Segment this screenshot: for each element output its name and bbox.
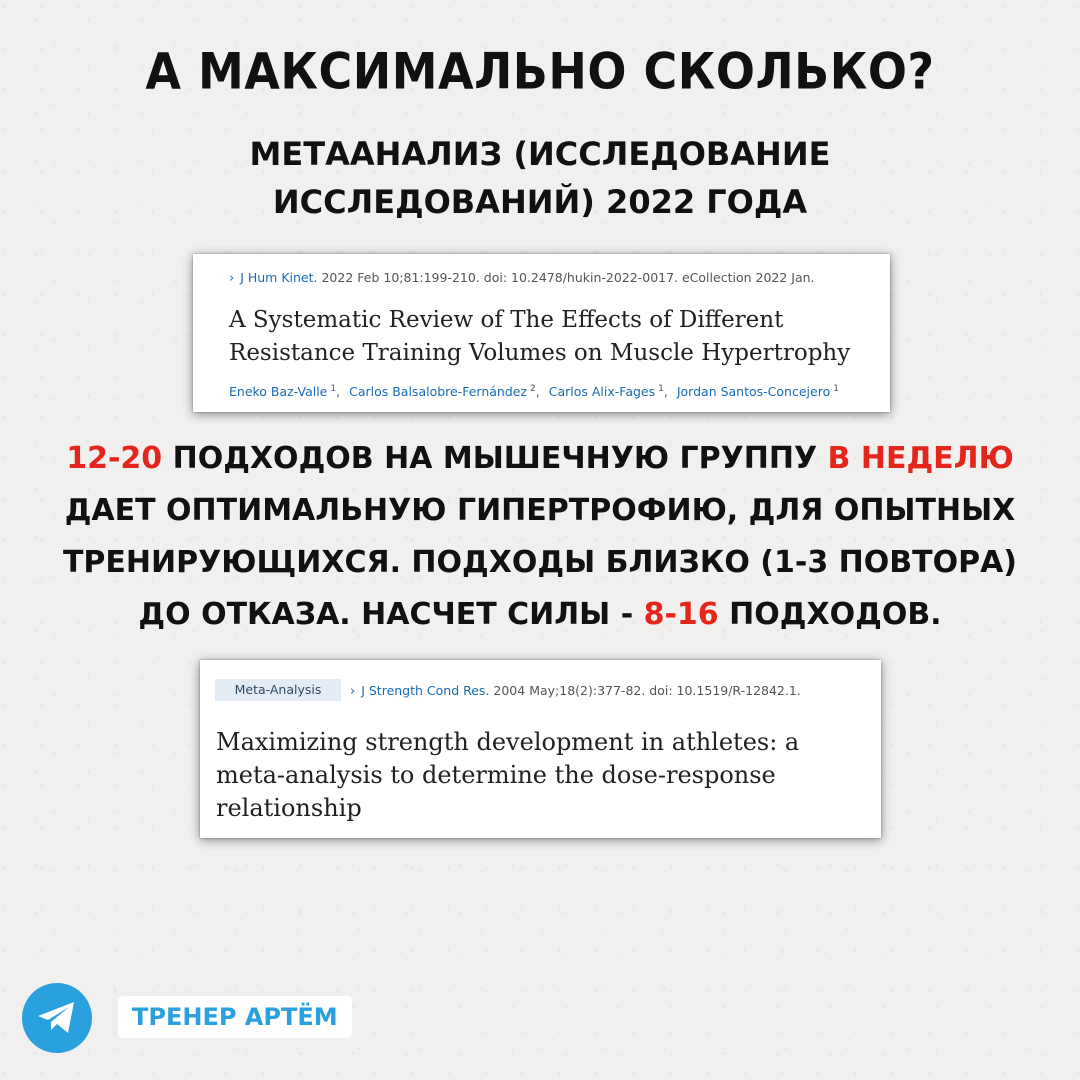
citation-details: 2022 Feb 10;81:199-210. doi: 10.2478/hukin-2022-0017. eCollection 2022 Jan. bbox=[321, 270, 815, 285]
chevron-right-icon: › bbox=[350, 684, 356, 699]
article-card-strength bbox=[200, 660, 881, 838]
per-week-highlight: В НЕДЕЛЮ bbox=[827, 441, 1014, 476]
main-statement bbox=[40, 433, 1040, 641]
brand-label[interactable]: ТРЕНЕР АРТЁМ bbox=[118, 996, 352, 1038]
statement-part-1: ПОДХОДОВ НА МЫШЕЧНУЮ ГРУППУ bbox=[162, 441, 828, 476]
citation-line bbox=[229, 270, 815, 286]
statement-part-3: ПОДХОДОВ. bbox=[718, 597, 942, 632]
volume-range-strength: 8-16 bbox=[643, 597, 719, 632]
telegram-icon[interactable] bbox=[22, 983, 92, 1053]
author-link[interactable]: Carlos Balsalobre-Fernández bbox=[349, 384, 528, 400]
citation-line bbox=[350, 683, 801, 699]
volume-range-hypertrophy: 12-20 bbox=[66, 441, 163, 476]
page-subtitle: МЕТААНАЛИЗ (ИССЛЕДОВАНИЕ ИССЛЕДОВАНИЙ) 2022 ГОДА bbox=[249, 135, 831, 221]
author-affiliation: 1 bbox=[658, 384, 664, 394]
author-link[interactable]: Eneko Baz-Valle bbox=[229, 384, 328, 400]
author-list: Eneko Baz-Valle $^1$, Carlos Balsalobre-Fernández $^2$, Carlos Alix-Fages $^1$, Jordan Santos-Concejero $^1$ bbox=[229, 384, 839, 400]
author-affiliation: 2 bbox=[530, 384, 536, 394]
journal-link[interactable]: J Hum Kinet. bbox=[240, 270, 318, 285]
author-affiliation: 1 bbox=[833, 384, 839, 394]
article-card-hypertrophy bbox=[193, 254, 890, 412]
paper-plane-icon bbox=[36, 1000, 78, 1036]
article-type-badge: Meta-Analysis bbox=[215, 679, 341, 701]
article-title[interactable]: A Systematic Review of The Effects of Different Resistance Training Volumes on Muscle Hypertrophy bbox=[229, 307, 851, 366]
author-affiliation: 1 bbox=[330, 384, 337, 394]
statement-part-2: ДАЕТ ОПТИМАЛЬНУЮ ГИПЕРТРОФИЮ, ДЛЯ ОПЫТНЫХ ТРЕНИРУЮЩИХСЯ. ПОДХОДЫ БЛИЗКО (1-3 ПОВТОРА) ДО ОТКАЗА. НАСЧЕТ СИЛЫ - bbox=[62, 493, 1018, 632]
page-title: А МАКСИМАЛЬНО СКОЛЬКО? bbox=[145, 41, 935, 101]
citation-details: 2004 May;18(2):377-82. doi: 10.1519/R-12842.1. bbox=[493, 683, 801, 698]
chevron-right-icon: › bbox=[229, 271, 235, 286]
journal-link[interactable]: J Strength Cond Res. bbox=[361, 683, 490, 698]
article-title[interactable]: Maximizing strength development in athletes: a meta-analysis to determine the dose-response relationship bbox=[216, 728, 800, 822]
author-link[interactable]: Jordan Santos-Concejero bbox=[676, 384, 831, 400]
author-link[interactable]: Carlos Alix-Fages bbox=[548, 384, 656, 400]
